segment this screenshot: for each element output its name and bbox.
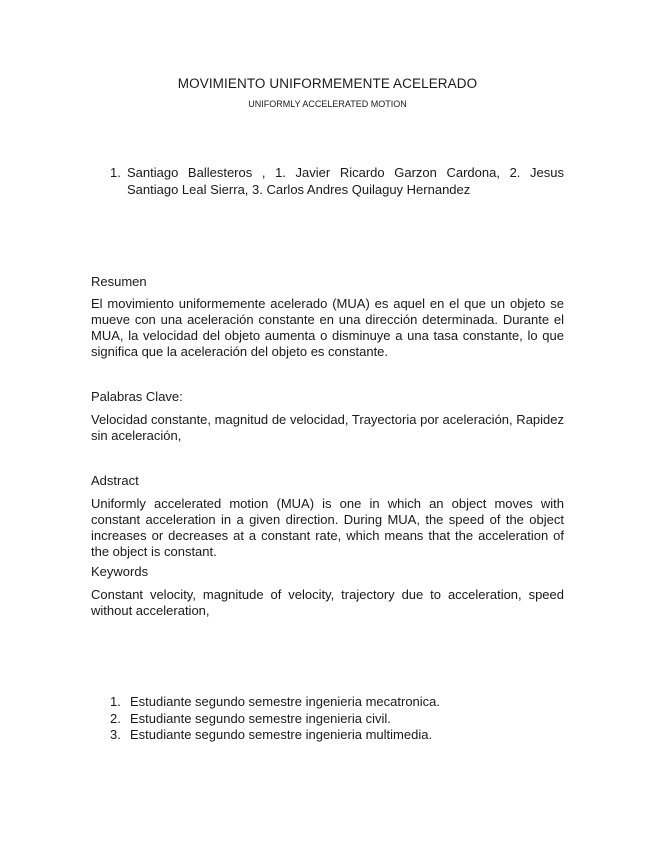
footnote-text: Estudiante segundo semestre ingenieria multimedia. — [130, 727, 433, 742]
footnote-text: Estudiante segundo semestre ingenieria civil. — [130, 710, 391, 726]
authors-list — [91, 165, 564, 198]
document-subtitle: UNIFORMLY ACCELERATED MOTION — [248, 99, 407, 109]
footnotes-list — [91, 694, 564, 744]
list-item — [91, 727, 564, 744]
resumen-heading: Resumen — [91, 274, 147, 289]
list-item-number: 3. — [110, 727, 121, 742]
footnote-text: Estudiante segundo semestre ingenieria mecatronica. — [130, 694, 441, 709]
resumen-text: El movimiento uniformemente acelerado (MUA) es aquel en el que un objeto se mueve con una aceleración constante en una dirección determinada. Durante el MUA, la velocidad del objeto aumenta o disminuye a una tasa constante, lo que significa que la aceleración del objeto es constante. — [91, 296, 564, 359]
document-title: MOVIMIENTO UNIFORMEMENTE ACELERADO — [177, 76, 478, 91]
abstract-text: Uniformly accelerated motion (MUA) is one in which an object moves with constant acceleration in a given direction. During MUA, the speed of the object increases or decreases at a constant rate, which means that the acceleration of the object is constant. — [91, 496, 564, 559]
list-item-number: 1. — [110, 694, 121, 709]
list-item — [91, 694, 564, 711]
list-item-number: 1. — [110, 165, 121, 180]
list-item — [91, 711, 564, 728]
abstract-heading: Adstract — [91, 473, 139, 488]
authors-text: Santiago Ballesteros , 1. Javier Ricardo Garzon Cardona, 2. Jesus Santiago Leal Sierra, 3. Carlos Andres Quilaguy Hernandez — [127, 165, 564, 197]
list-item-number: 2. — [110, 710, 121, 726]
palabras-clave-text: Velocidad constante, magnitud de velocidad, Trayectoria por aceleración, Rapidez sin aceleración, — [91, 412, 564, 443]
keywords-text: Constant velocity, magnitude of velocity, trajectory due to acceleration, speed without acceleration, — [91, 587, 564, 618]
palabras-clave-heading: Palabras Clave: — [91, 389, 183, 404]
list-item — [91, 165, 564, 198]
keywords-heading: Keywords — [91, 564, 149, 579]
